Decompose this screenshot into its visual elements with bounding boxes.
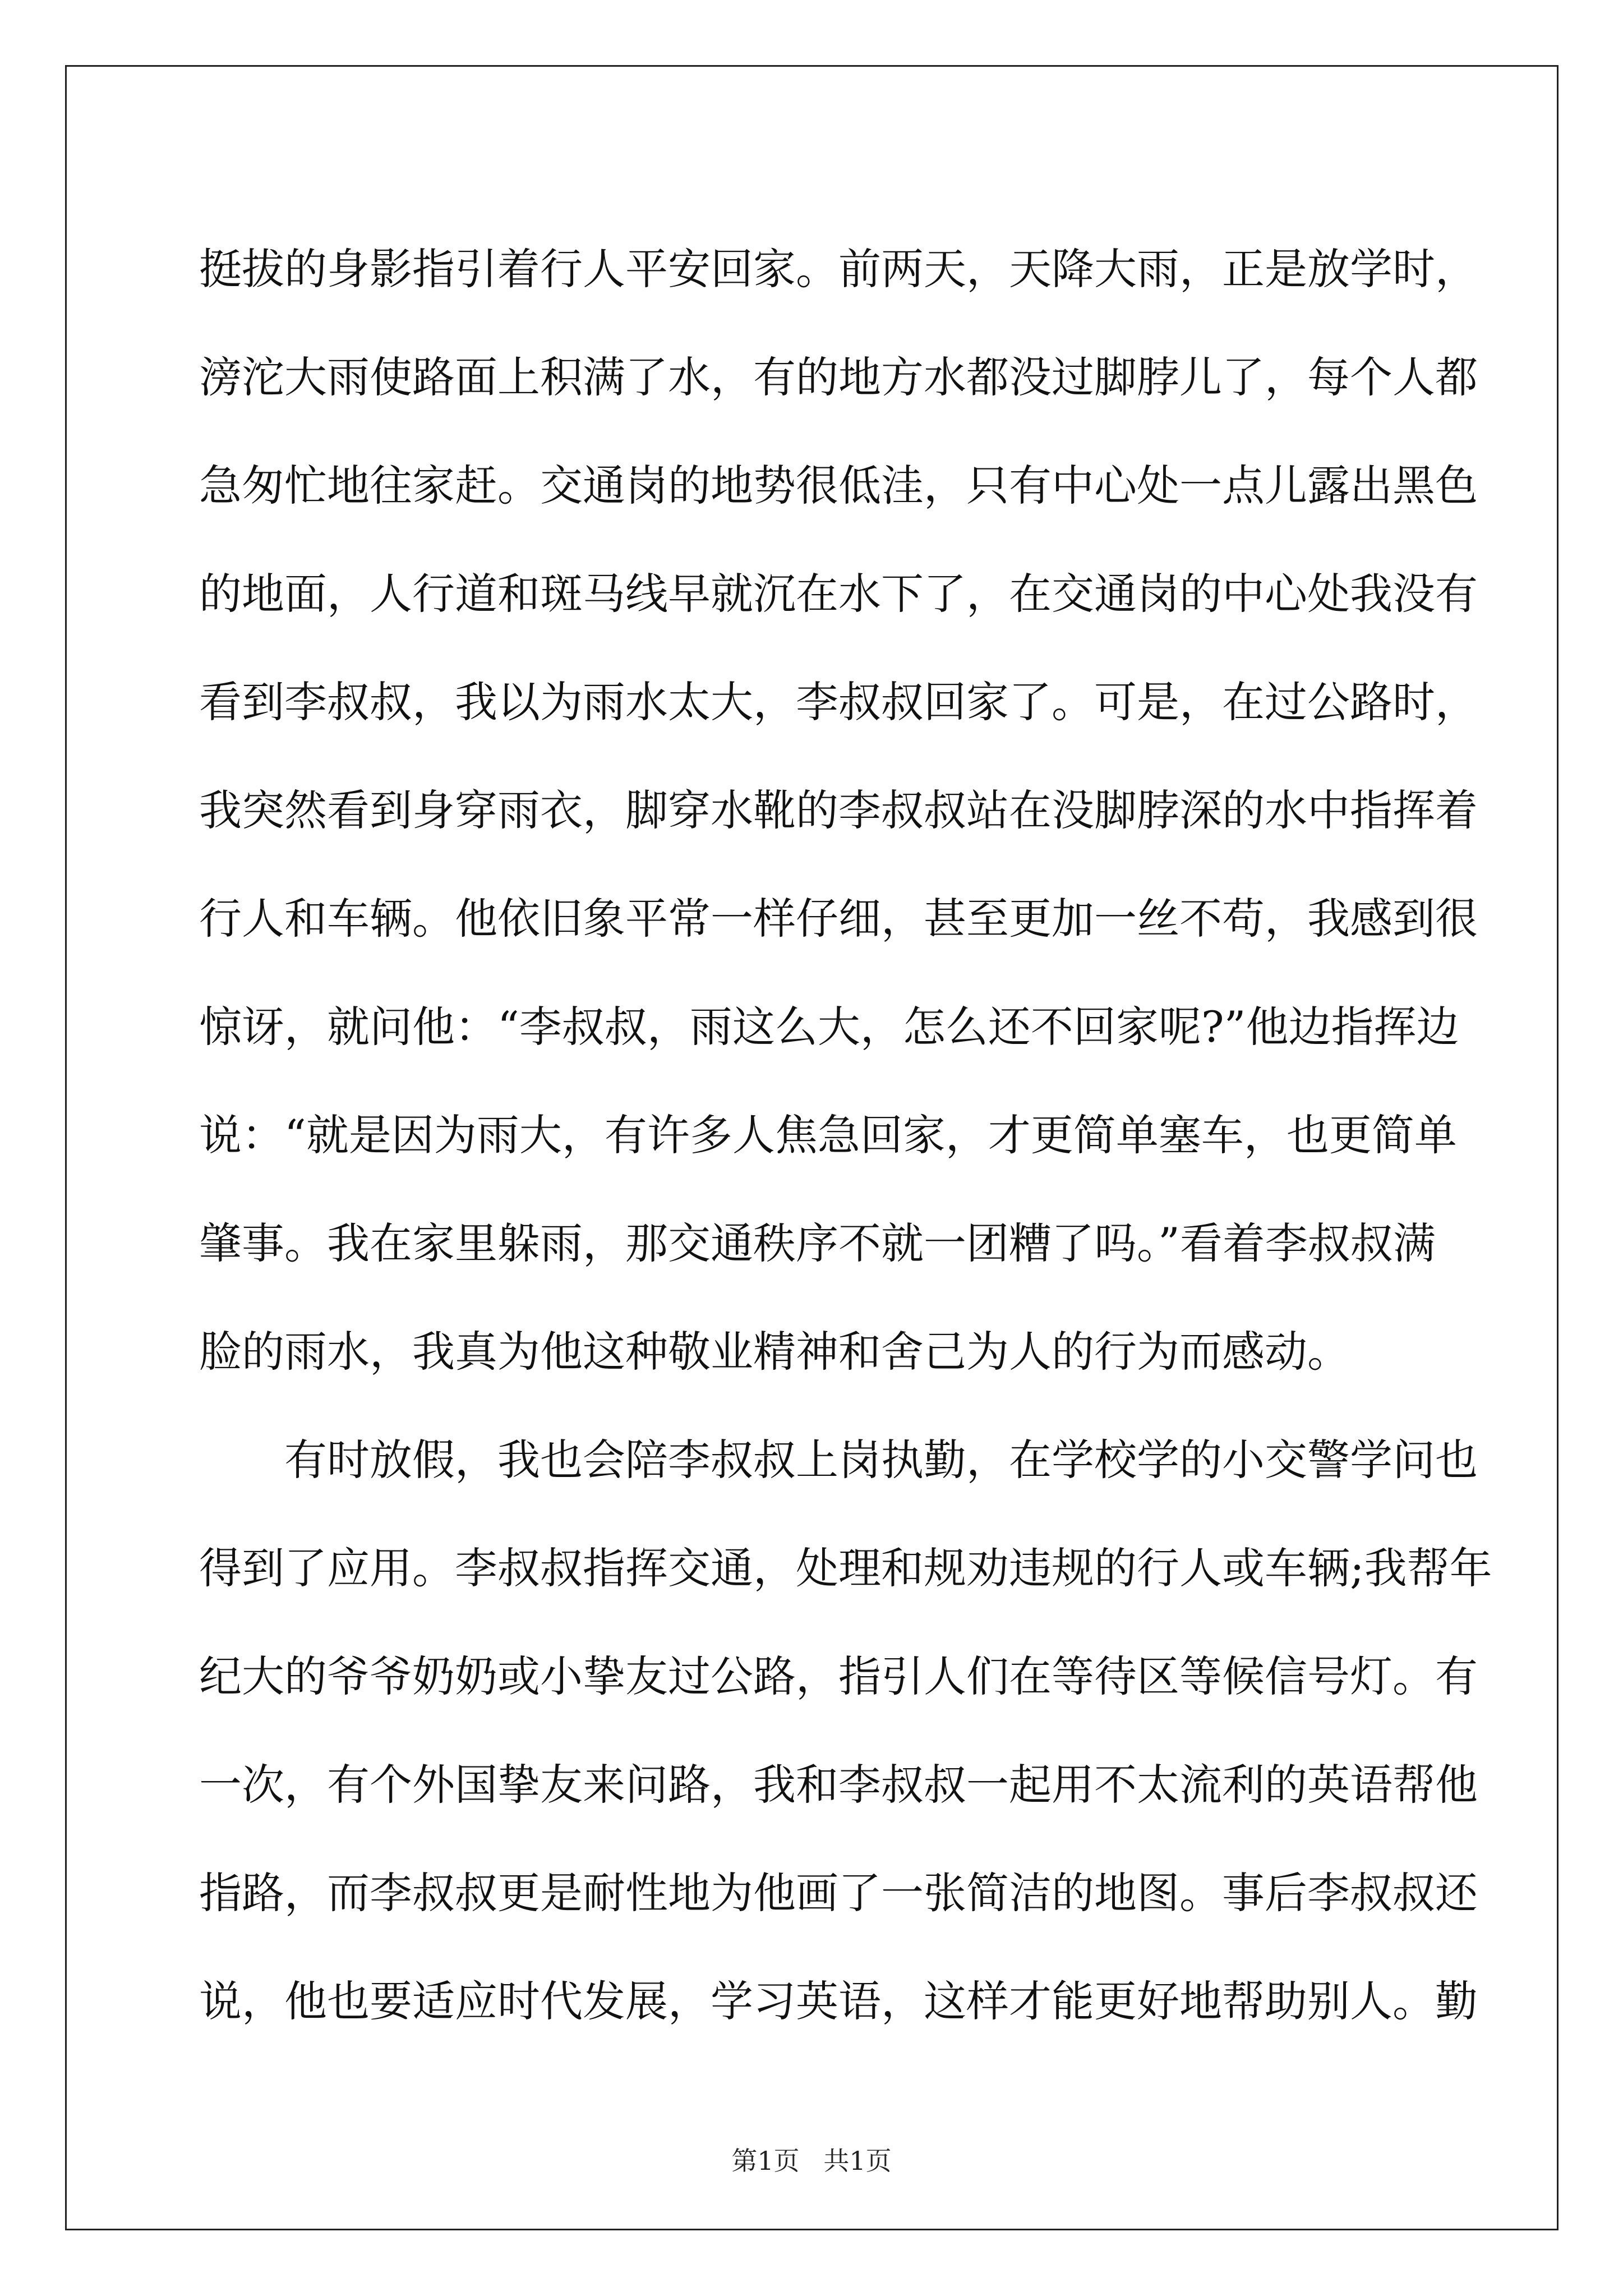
text-line: 的地面，人行道和斑马线早就沉在水下了，在交通岗的中心处我没有 bbox=[199, 569, 1478, 619]
text-line: 说，他也要适应时代发展，学习英语，这样才能更好地帮助别人。勤 bbox=[199, 1976, 1478, 2026]
page-number: 第1页 bbox=[731, 2146, 800, 2176]
text-line: 纪大的爷爷奶奶或小挚友过公路，指引人们在等待区等候信号灯。有 bbox=[199, 1651, 1478, 1701]
text-line-paragraph-start: 有时放假，我也会陪李叔叔上岗执勤，在学校学的小交警学问也 bbox=[284, 1435, 1478, 1485]
page-footer bbox=[0, 2141, 1623, 2178]
text-line: 看到李叔叔，我以为雨水太大，李叔叔回家了。可是，在过公路时， bbox=[199, 677, 1478, 727]
text-line: 行人和车辆。他依旧象平常一样仔细，甚至更加一丝不苟，我感到很 bbox=[199, 894, 1478, 944]
text-line: 我突然看到身穿雨衣，脚穿水靴的李叔叔站在没脚脖深的水中指挥着 bbox=[199, 785, 1478, 835]
text-line: 指路，而李叔叔更是耐性地为他画了一张简洁的地图。事后李叔叔还 bbox=[199, 1868, 1478, 1918]
text-line: 急匆忙地往家赶。交通岗的地势很低洼，只有中心处一点儿露出黑色 bbox=[199, 461, 1478, 510]
text-line: 一次，有个外国挚友来问路，我和李叔叔一起用不太流利的英语帮他 bbox=[199, 1760, 1478, 1810]
text-line: 脸的雨水，我真为他这种敬业精神和舍己为人的行为而感动。 bbox=[199, 1327, 1350, 1377]
text-line: 挺拔的身影指引着行人平安回家。前两天，天降大雨，正是放学时， bbox=[199, 244, 1478, 294]
text-line: 惊讶，就问他：“李叔叔，雨这么大，怎么还不回家呢?”他边指挥边 bbox=[199, 1002, 1459, 1052]
text-line: 滂沱大雨使路面上积满了水，有的地方水都没过脚脖儿了，每个人都 bbox=[199, 352, 1478, 402]
text-line: 说：“就是因为雨大，有许多人焦急回家，才更简单塞车，也更简单 bbox=[199, 1110, 1457, 1160]
page-total: 共1页 bbox=[823, 2146, 892, 2176]
text-line: 肇事。我在家里躲雨，那交通秩序不就一团糟了吗。”看着李叔叔满 bbox=[199, 1218, 1436, 1268]
document-body bbox=[199, 215, 1492, 2055]
text-line: 得到了应用。李叔叔指挥交通，处理和规劝违规的行人或车辆;我帮年 bbox=[199, 1543, 1492, 1593]
